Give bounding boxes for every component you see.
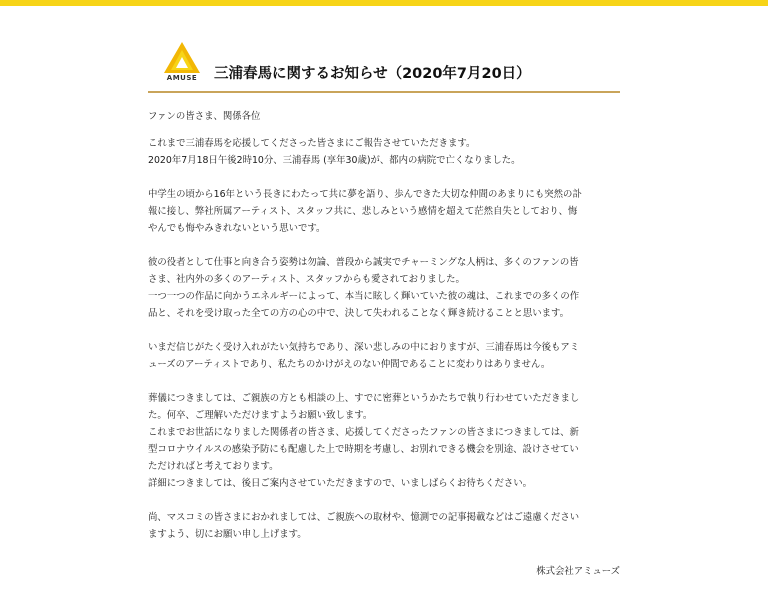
paragraph-line: 葬儀につきましては、ご親族の方とも相談の上、すでに密葬というかたちで執り行わせていただきまし [148,393,580,404]
paragraph-line: 2020年7月18日午後2時10分、三浦春馬 (享年30歳)が、都内の病院で亡くなりました。 [148,155,521,166]
paragraph-line: 詳細につきましては、後日ご案内させていただきますので、いましばらくお待ちください。 [148,478,533,489]
signature: 株式会社アミューズ [536,566,620,577]
notice-header [148,40,620,93]
paragraph-line: やんでも悔やみきれないという思いです。 [148,223,326,234]
paragraph-line: 型コロナウイルスの感染予防にも配慮した上で時期を考慮し、お別れできる機会を別途、設けさせてい [148,444,579,455]
top-accent-bar [0,0,768,6]
paragraph-line: ただければと考えております。 [148,461,279,472]
greeting: ファンの皆さま、関係各位 [148,111,261,122]
paragraph-line: ューズのアーティストであり、私たちのかけがえのない仲間であることに変わりはありません。 [148,359,551,370]
paragraph-line: 一つ一つの作品に向かうエネルギーによって、本当に眩しく輝いていた彼の魂は、これまでの多くの作 [148,291,580,302]
logo-text: AMUSE [166,74,198,82]
paragraph-line: さま、社内外の多くのアーティスト、スタッフからも愛されておりました。 [148,274,465,285]
paragraph-line: 彼の役者として仕事と向き合う姿勢は勿論、普段から誠実でチャーミングな人柄は、多くのファンの皆 [148,257,579,268]
paragraph-line: これまでお世話になりました関係者の皆さま、応援してくださったファンの皆さまにつきましては、新 [148,427,579,438]
paragraph-line: 尚、マスコミの皆さまにおかれましては、ご親族への取材や、憶測での記事掲載などはご遠慮ください [148,512,580,523]
paragraph-line: ますよう、切にお願い申し上げます。 [148,529,307,540]
paragraph-line: た。何卒、ご理解いただけますようお願い致します。 [148,410,373,421]
paragraph-line: 中学生の頃から16年という長きにわたって共に夢を語り、歩んできた大切な仲間のあまりにも突然の訃 [148,189,582,200]
notice-body [148,108,620,543]
paragraph-line: 報に接し、弊社所属アーティスト、スタッフ共に、悲しみという感情を超えて茫然自失としており、悔 [148,206,578,217]
paragraph-line: いまだ信じがたく受け入れがたい気持ちであり、深い悲しみの中におりますが、三浦春馬は今後もアミ [148,342,580,353]
paragraph-line: 品と、それを受け取った全ての方の心の中で、決して失われることなく輝き続けることと思います。 [148,308,569,319]
page-title: 三浦春馬に関するお知らせ（2020年7月20日） [214,66,531,82]
amuse-logo-icon [162,40,202,74]
paragraph-line: これまで三浦春馬を応援してくださった皆さまにご報告させていただきます。 [148,138,476,149]
amuse-logo [162,40,202,84]
